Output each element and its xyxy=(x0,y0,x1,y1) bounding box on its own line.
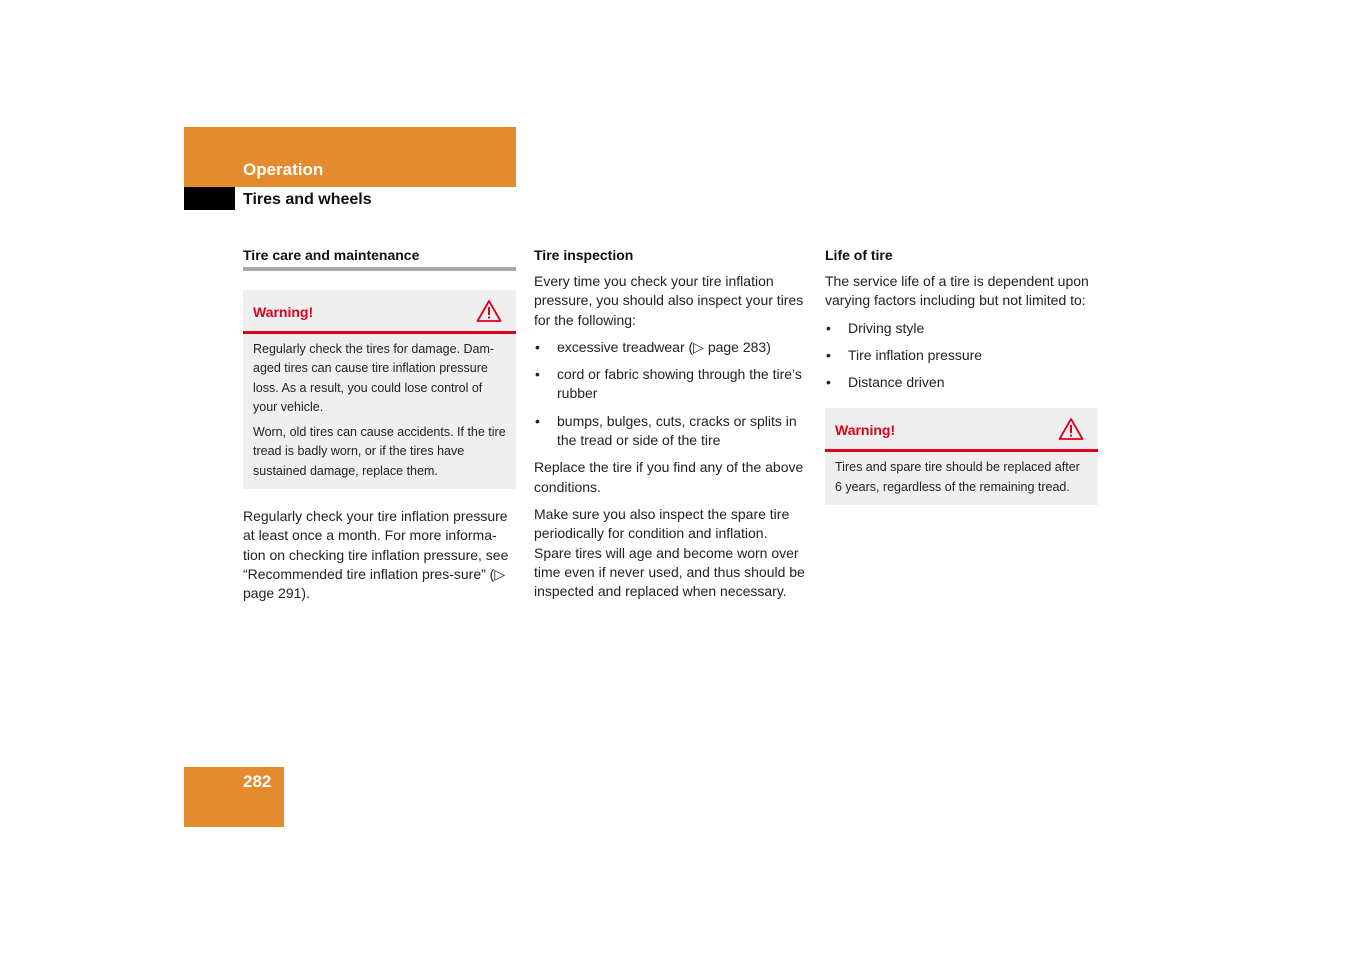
list-item: • bumps, bulges, cuts, cracks or splits in the tread or side of the tire xyxy=(535,412,797,449)
section-header-band xyxy=(184,127,516,187)
page-number: 282 xyxy=(243,772,272,791)
warning-title: Warning! xyxy=(835,422,896,439)
column-tire-inspection xyxy=(534,244,807,601)
warning-triangle-icon xyxy=(476,299,502,323)
warning-header xyxy=(825,408,1098,452)
warning-body xyxy=(243,334,516,489)
heading-tire-care: Tire care and maintenance xyxy=(243,244,516,271)
column-tire-care xyxy=(243,244,516,604)
column-life-of-tire xyxy=(825,244,1098,505)
heading-life-of-tire: Life of tire xyxy=(825,247,893,263)
warning-paragraph: Tires and spare tire should be replaced after 6 years, regardless of the remaining tread. xyxy=(835,460,1080,494)
subsection-marker xyxy=(184,187,235,210)
body-paragraph: Replace the tire if you find any of the above conditions. xyxy=(534,459,804,495)
list-item: • Distance driven xyxy=(826,374,945,391)
list-item: • Tire inflation pressure xyxy=(826,346,983,363)
intro-paragraph: The service life of a tire is dependent upon varying factors including but not limited to: xyxy=(825,273,1089,309)
body-paragraph: Regularly check your tire inflation pressure at least once a month. For more informa-tion on checking tire inflation pressure, see “Recommended tire inflation pres-sure” (▷ page 291). xyxy=(243,508,509,602)
factors-list xyxy=(825,319,1098,393)
list-item: • Driving style xyxy=(826,319,925,336)
warning-header xyxy=(243,290,516,334)
inspection-list xyxy=(534,338,807,450)
warning-paragraph: Regularly check the tires for damage. Dam-aged tires can cause tire inflation pressure loss. As a result, you could lose control of your vehicle. xyxy=(253,342,495,414)
list-item: • cord or fabric showing through the tire’s rubber xyxy=(535,366,802,402)
subsection-title: Tires and wheels xyxy=(243,191,372,208)
warning-body xyxy=(825,452,1098,505)
heading-tire-inspection: Tire inspection xyxy=(534,247,634,263)
list-item: • excessive treadwear (▷ page 283) xyxy=(535,338,771,355)
section-title: Operation xyxy=(243,160,324,179)
body-paragraph: Make sure you also inspect the spare tire periodically for condition and inflation. Spare tires will age and become worn over time even if never used, and thus should be inspected and replaced when necessary. xyxy=(534,505,805,600)
warning-box-tire-damage xyxy=(243,290,516,489)
warning-paragraph: Worn, old tires can cause accidents. If the tire tread is badly worn, or if the tires have sustained damage, replace them. xyxy=(253,425,506,478)
warning-triangle-icon xyxy=(1058,417,1084,441)
warning-title: Warning! xyxy=(253,304,314,320)
intro-paragraph: Every time you check your tire inflation pressure, you should also inspect your tires for the following: xyxy=(534,273,804,328)
warning-box-tire-age xyxy=(825,408,1098,505)
